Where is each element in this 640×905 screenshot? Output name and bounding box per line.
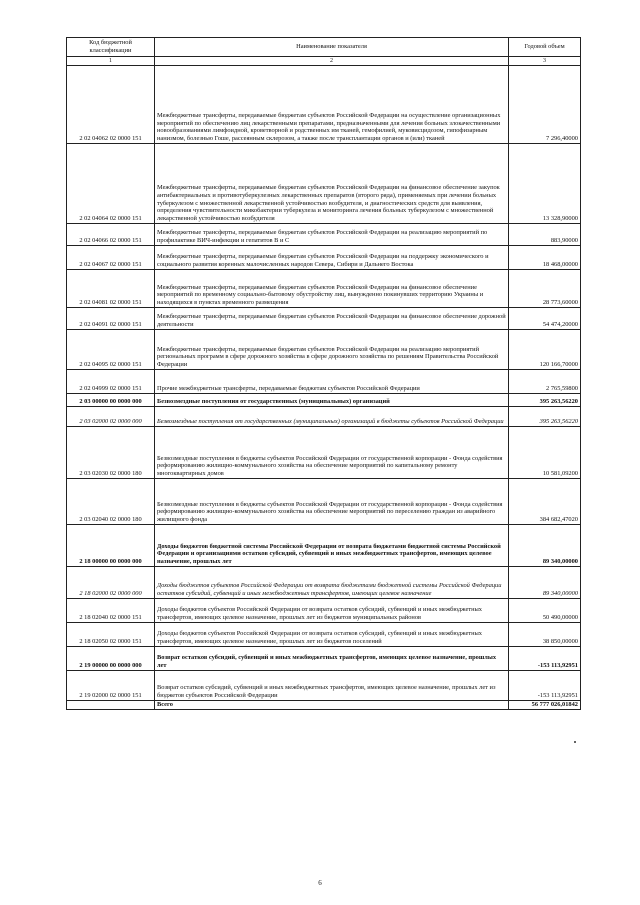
row-code: 2 03 02030 02 0000 180 bbox=[67, 427, 155, 479]
table-row bbox=[67, 66, 581, 144]
row-name: Межбюджетные трансферты, передаваемые бюджетам субъектов Российской Федерации на финансовое обеспечение мероприятий по временному социально-бытовому обустройству лиц, вынужденно покинувших территорию Украины и находящихся в пунктах временного размещения bbox=[155, 270, 509, 308]
row-name: Межбюджетные трансферты, передаваемые бюджетам субъектов Российской Федерации на поддержку экономического и социального развития коренных малочисленных народов Севера, Сибири и Дальнего Востока bbox=[155, 246, 509, 270]
column-number-3: 3 bbox=[509, 57, 581, 66]
table-row bbox=[67, 525, 581, 567]
row-value: -153 113,92951 bbox=[509, 671, 581, 701]
revenue-table bbox=[66, 37, 581, 710]
row-code: 2 02 04095 02 0000 151 bbox=[67, 330, 155, 370]
row-value: 18 468,00000 bbox=[509, 246, 581, 270]
row-value: 2 765,59800 bbox=[509, 370, 581, 394]
row-name: Безвозмездные поступления от государственных (муниципальных) организаций bbox=[155, 394, 509, 407]
row-name: Межбюджетные трансферты, передаваемые бюджетам субъектов Российской Федерации на финансовое обеспечение закупок антибактериальных и противотуберкулезных лекарственных препаратов (второго ряда), применяемых при лечении больных туберкулезом с множественной лекарственной устойчивостью возбудителя, и диагностических средств для выявления, определения чувствительности микобактерии туберкулеза и мониторинга лечения больных туберкулезом с множественной лекарственной устойчивостью возбудителя bbox=[155, 144, 509, 224]
row-code: 2 03 02000 02 0000 000 bbox=[67, 407, 155, 427]
row-value: 89 340,00000 bbox=[509, 525, 581, 567]
row-code: 2 02 04999 02 0000 151 bbox=[67, 370, 155, 394]
row-code: 2 02 04081 02 0000 151 bbox=[67, 270, 155, 308]
total-value: 56 777 026,01842 bbox=[509, 701, 581, 710]
total-row bbox=[67, 701, 581, 710]
row-value: 883,90000 bbox=[509, 224, 581, 246]
table-row bbox=[67, 567, 581, 599]
table-row bbox=[67, 647, 581, 671]
row-value: 384 682,47020 bbox=[509, 479, 581, 525]
table-row bbox=[67, 246, 581, 270]
table-row bbox=[67, 479, 581, 525]
row-name: Безвозмездные поступления в бюджеты субъектов Российской Федерации от государственной корпорации - Фонда содействия реформированию жилищно-коммунального хозяйства на обеспечение мероприятий по капитальному ремонту многоквартирных домов bbox=[155, 427, 509, 479]
row-code: 2 02 04062 02 0000 151 bbox=[67, 66, 155, 144]
row-value: 89 340,00000 bbox=[509, 567, 581, 599]
table-body bbox=[67, 66, 581, 701]
row-code: 2 18 02040 02 0000 151 bbox=[67, 599, 155, 623]
column-number-row bbox=[67, 57, 581, 66]
table-row bbox=[67, 671, 581, 701]
table-row bbox=[67, 308, 581, 330]
table-row bbox=[67, 144, 581, 224]
row-code: 2 19 02000 02 0000 151 bbox=[67, 671, 155, 701]
table-row bbox=[67, 224, 581, 246]
table-row bbox=[67, 407, 581, 427]
header-value: Годовой объем bbox=[509, 38, 581, 57]
row-value: 7 296,40000 bbox=[509, 66, 581, 144]
row-name: Доходы бюджетов субъектов Российской Федерации от возврата остатков субсидий, субвенций и иных межбюджетных трансфертов, имеющих целевое назначение, прошлых лет из бюджетов поселений bbox=[155, 623, 509, 647]
row-name: Доходы бюджетов субъектов Российской Федерации от возврата бюджетами бюджетной системы Российской Федерации остатков субсидий, субвенций и иных межбюджетных трансфертов, имеющих целевое назначение bbox=[155, 567, 509, 599]
row-name: Безвозмездные поступления в бюджеты субъектов Российской Федерации от государственной корпорации - Фонда содействия реформированию жилищно-коммунального хозяйства на обеспечение мероприятий по переселению граждан из аварийного жилищного фонда bbox=[155, 479, 509, 525]
scan-mark bbox=[574, 741, 576, 743]
row-code: 2 02 04064 02 0000 151 bbox=[67, 144, 155, 224]
table-header-row bbox=[67, 38, 581, 57]
row-value: 395 263,56220 bbox=[509, 407, 581, 427]
row-name: Доходы бюджетов субъектов Российской Федерации от возврата остатков субсидий, субвенций и иных межбюджетных трансфертов, имеющих целевое назначение, прошлых лет из бюджетов муниципальных районов bbox=[155, 599, 509, 623]
total-code bbox=[67, 701, 155, 710]
row-code: 2 19 00000 00 0000 000 bbox=[67, 647, 155, 671]
row-code: 2 18 02050 02 0000 151 bbox=[67, 623, 155, 647]
row-value: 10 581,09200 bbox=[509, 427, 581, 479]
header-name: Наименование показателя bbox=[155, 38, 509, 57]
column-number-1: 1 bbox=[67, 57, 155, 66]
table-row bbox=[67, 623, 581, 647]
row-name: Межбюджетные трансферты, передаваемые бюджетам субъектов Российской Федерации на финансовое обеспечение дорожной деятельности bbox=[155, 308, 509, 330]
row-value: 38 850,00000 bbox=[509, 623, 581, 647]
row-name: Возврат остатков субсидий, субвенций и иных межбюджетных трансфертов, имеющих целевое назначение, прошлых лет bbox=[155, 647, 509, 671]
row-value: 395 263,56220 bbox=[509, 394, 581, 407]
row-value: 120 166,70000 bbox=[509, 330, 581, 370]
row-name: Межбюджетные трансферты, передаваемые бюджетам субъектов Российской Федерации на осуществление организационных мероприятий по обеспечению лиц лекарственными препаратами, предназначенными для лечения больных злокачественными новообразованиями лимфоидной, кроветворной и родственных им тканей, гемофилией, муковисцидозом, гипофизарным нанизмом, болезнью Гоше, рассеянным склерозом, а также после трансплантации органов и (или) тканей bbox=[155, 66, 509, 144]
row-value: 54 474,20000 bbox=[509, 308, 581, 330]
row-code: 2 03 00000 00 0000 000 bbox=[67, 394, 155, 407]
row-name: Прочие межбюджетные трансферты, передаваемые бюджетам субъектов Российской Федерации bbox=[155, 370, 509, 394]
row-code: 2 03 02040 02 0000 180 bbox=[67, 479, 155, 525]
column-number-2: 2 bbox=[155, 57, 509, 66]
table-row bbox=[67, 270, 581, 308]
row-name: Безвозмездные поступления от государственных (муниципальных) организаций в бюджеты субъектов Российской Федерации bbox=[155, 407, 509, 427]
table-row bbox=[67, 330, 581, 370]
row-value: -153 113,92951 bbox=[509, 647, 581, 671]
row-code: 2 02 04091 02 0000 151 bbox=[67, 308, 155, 330]
table-row bbox=[67, 394, 581, 407]
row-name: Межбюджетные трансферты, передаваемые бюджетам субъектов Российской Федерации на реализацию мероприятий региональных программ в сфере дорожного хозяйства в сфере дорожного хозяйства по решениям Правительства Российской Федерации bbox=[155, 330, 509, 370]
row-value: 28 773,60000 bbox=[509, 270, 581, 308]
row-code: 2 02 04066 02 0000 151 bbox=[67, 224, 155, 246]
row-code: 2 18 00000 00 0000 000 bbox=[67, 525, 155, 567]
table-row bbox=[67, 427, 581, 479]
header-code: Код бюджетной классификации bbox=[67, 38, 155, 57]
row-value: 13 328,90000 bbox=[509, 144, 581, 224]
table-row bbox=[67, 370, 581, 394]
row-name: Доходы бюджетов бюджетной системы Российской Федерации от возврата бюджетами бюджетной системы Российской Федерации и организациями остатков субсидий, субвенций и иных межбюджетных трансфертов, имеющих целевое назначение, прошлых лет bbox=[155, 525, 509, 567]
page-number: 6 bbox=[318, 879, 322, 887]
row-name: Межбюджетные трансферты, передаваемые бюджетам субъектов Российской Федерации на реализацию мероприятий по профилактике ВИЧ-инфекции и гепатитов В и С bbox=[155, 224, 509, 246]
row-name: Возврат остатков субсидий, субвенций и иных межбюджетных трансфертов, имеющих целевое назначение, прошлых лет из бюджетов субъектов Российской Федерации bbox=[155, 671, 509, 701]
row-code: 2 02 04067 02 0000 151 bbox=[67, 246, 155, 270]
table-row bbox=[67, 599, 581, 623]
total-label: Всего bbox=[155, 701, 509, 710]
row-code: 2 18 02000 02 0000 000 bbox=[67, 567, 155, 599]
row-value: 50 490,00000 bbox=[509, 599, 581, 623]
